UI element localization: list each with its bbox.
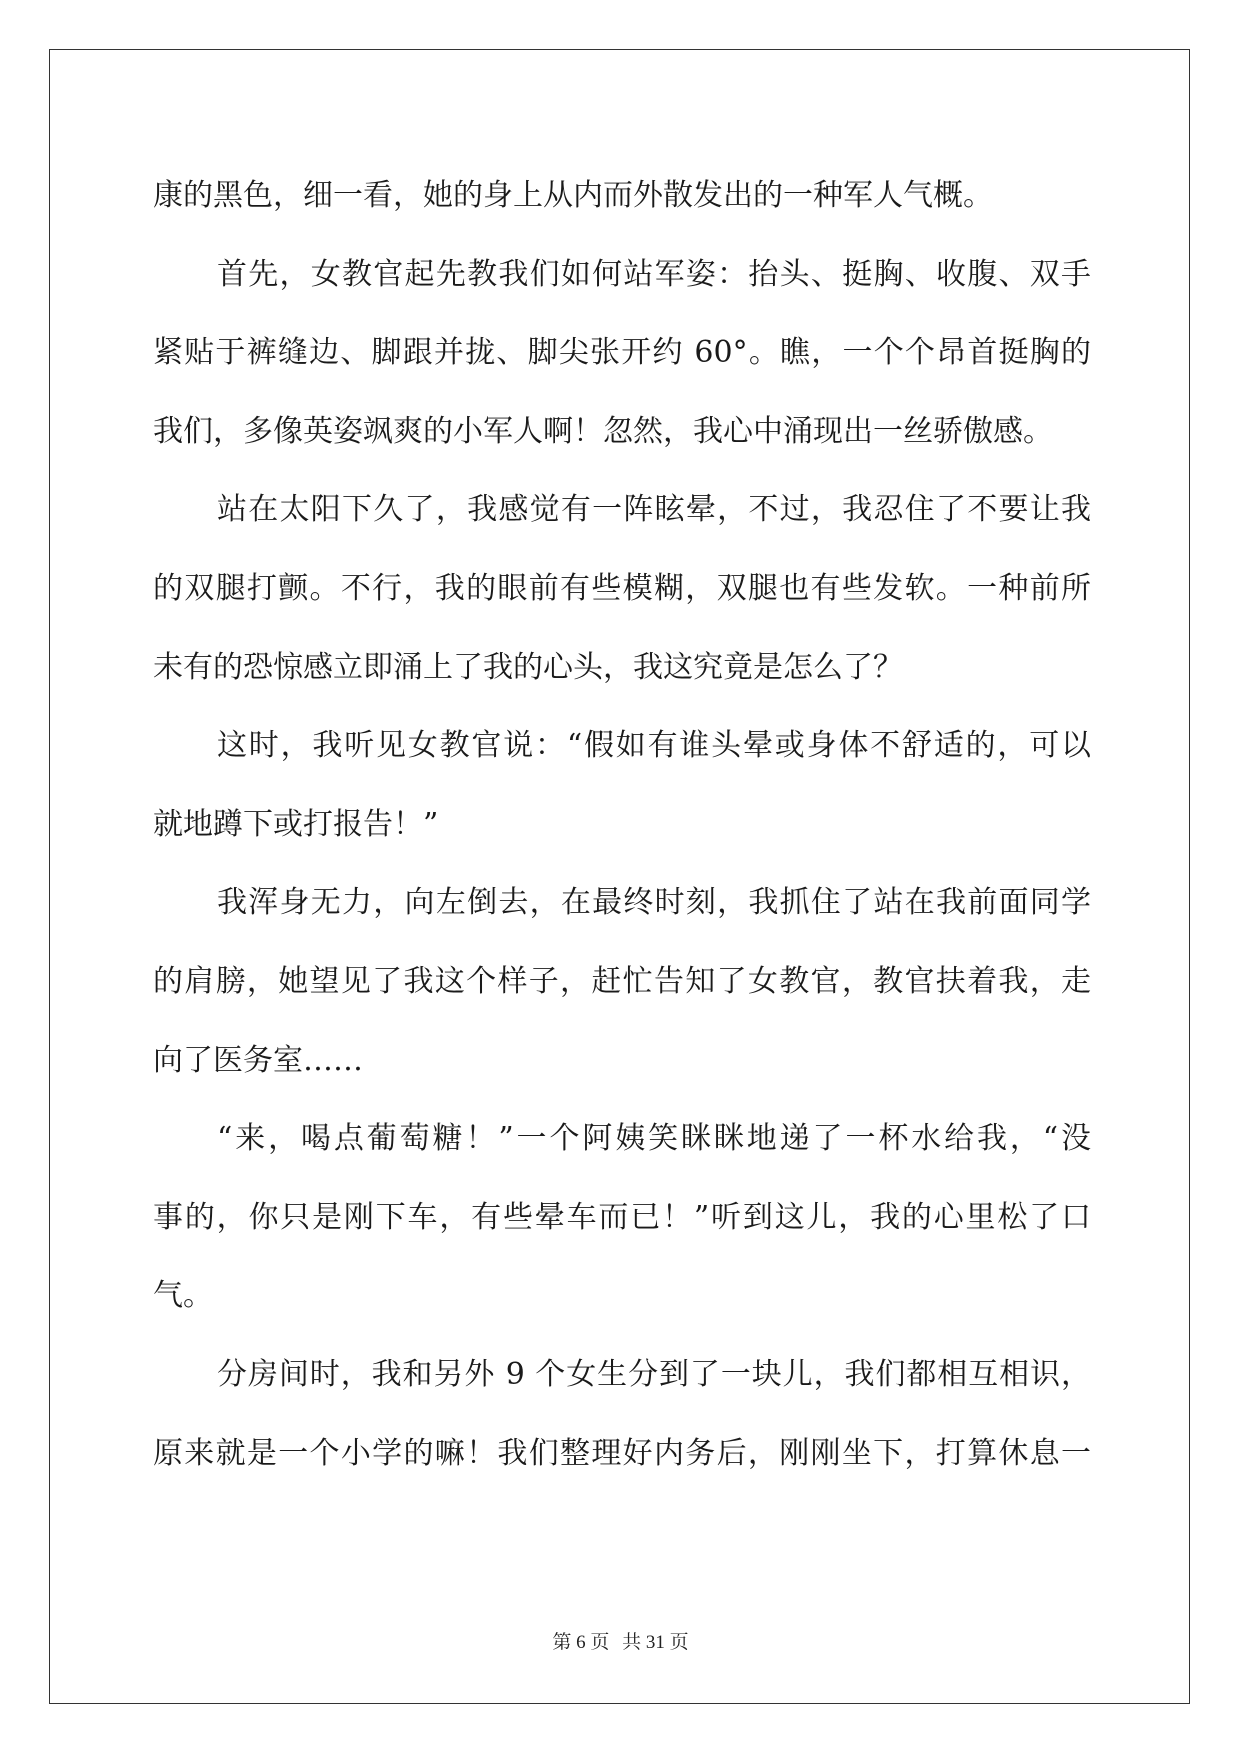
text-line: 紧贴于裤缝边、脚跟并拢、脚尖张开约 60°。瞧，一个个昂首挺胸的: [153, 335, 1091, 371]
text-line: 事的，你只是刚下车，有些晕车而已！”听到这儿，我的心里松了口: [153, 1199, 1091, 1235]
page-number: 第 6 页: [552, 1632, 610, 1653]
text-line: 的肩膀，她望见了我这个样子，赶忙告知了女教官，教官扶着我，走: [153, 963, 1091, 999]
text-line: 首先，女教官起先教我们如何站军姿：抬头、挺胸、收腹、双手: [217, 256, 1091, 292]
text-line: 康的黑色，细一看，她的身上从内而外散发出的一种军人气概。: [153, 178, 993, 213]
text-line: 我浑身无力，向左倒去，在最终时刻，我抓住了站在我前面同学: [217, 885, 1091, 921]
text-line: 站在太阳下久了，我感觉有一阵眩晕，不过，我忍住了不要让我: [217, 492, 1091, 528]
text-line: 我们，多像英姿飒爽的小军人啊！忽然，我心中涌现出一丝骄傲感。: [153, 413, 1053, 449]
text-line: 这时，我听见女教官说：“假如有谁头晕或身体不舒适的，可以: [217, 728, 1091, 764]
page-total: 共 31 页: [622, 1632, 689, 1653]
document-body: [153, 157, 1091, 1493]
text-line: 气。: [153, 1278, 213, 1314]
text-line: 就地蹲下或打报告！”: [153, 806, 439, 842]
page-footer: [0, 1627, 1241, 1654]
text-line: “来，喝点葡萄糖！”一个阿姨笑眯眯地递了一杯水给我，“没: [217, 1121, 1091, 1157]
text-line: 的双腿打颤。不行，我的眼前有些模糊，双腿也有些发软。一种前所: [153, 570, 1091, 606]
text-line: 原来就是一个小学的嘛！我们整理好内务后，刚刚坐下，打算休息一: [153, 1435, 1091, 1471]
text-line: 分房间时，我和另外 9 个女生分到了一块儿，我们都相互相识，: [217, 1356, 1091, 1392]
text-line: 未有的恐惊感立即涌上了我的心头，我这究竟是怎么了？: [153, 649, 903, 685]
text-line: 向了医务室……: [153, 1042, 363, 1078]
